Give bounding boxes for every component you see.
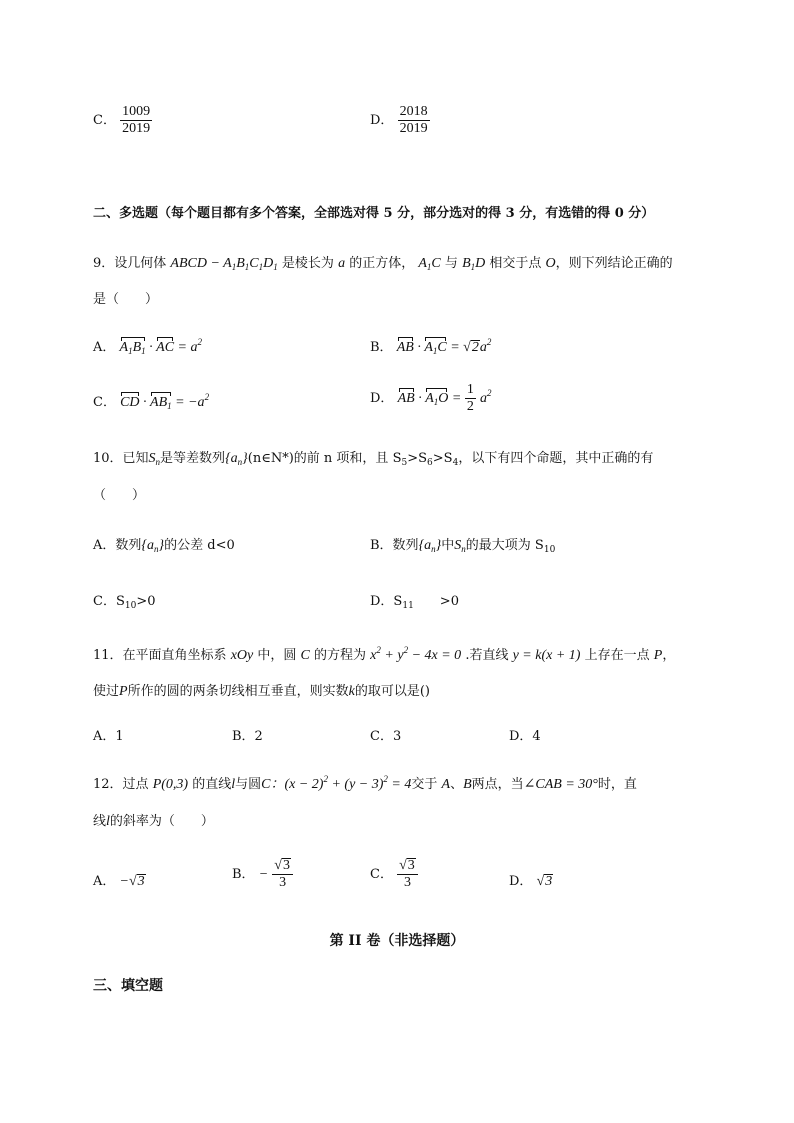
math-expr: $A_1B_1$ · AC = $a^2$ [119, 337, 202, 356]
q9-option-b [370, 336, 491, 356]
math-expr: $\{a_n\}$ [225, 451, 248, 467]
q9-stem-line1 [93, 252, 673, 272]
numerator: 2018 [399, 104, 428, 119]
option-label: D． [370, 391, 394, 406]
q9-option-d [370, 382, 491, 415]
q11-text: 的取可以是() [354, 684, 430, 699]
q10-option-c: C．$S_{10}>0$ [93, 594, 156, 611]
q11-stem-line2 [93, 680, 430, 700]
math-expr: B [463, 777, 472, 792]
q10-option-a [93, 534, 235, 554]
math-expr: C [300, 648, 310, 663]
q10-text: D．S [370, 594, 403, 609]
q9-text: ，则下列结论正确的 [555, 256, 673, 271]
option-label: D． [509, 874, 533, 889]
math-expr: CD · $AB_1 = -a^2$ [120, 392, 210, 411]
q12-text: 12．过点 [93, 777, 149, 792]
math-expr: $a^2$ [479, 388, 492, 406]
math-expr: xOy [230, 648, 254, 663]
option-label: C． [370, 867, 393, 882]
q10-text: 中 [441, 538, 455, 553]
fraction: $\frac{√3}{3}$ [397, 858, 418, 891]
q11-stem-line1: 11．在平面直角坐标系 xOy 中，圆 C 的方程为 $x^2 + y^2 - 4x = 0$ .若直线 y = k(x + 1) 上存在一点 P， [93, 645, 676, 663]
math-expr: $A_1C$ [418, 256, 441, 272]
denominator: 2019 [122, 121, 151, 136]
q10-text: B．数列 [370, 538, 419, 553]
math-expr: l [231, 777, 236, 792]
math-expr: ∠CAB = 30° [523, 777, 598, 792]
q9-text: 与 [444, 256, 458, 271]
q9-option-c [93, 391, 209, 411]
fraction [398, 104, 430, 137]
section-heading-multiple-choice: 二、多选题（每个题目都有多个答案，全部选对得 5 分，部分选对的得 3 分，有选错的得 0 分） [93, 206, 655, 221]
q11-text: 11．在平面直角坐标系 [93, 648, 227, 663]
q12-option-c [370, 858, 418, 891]
q11-option-d: D．4 [509, 729, 541, 744]
math-expr: k [348, 684, 355, 699]
q11-option-a: A．1 [93, 729, 124, 744]
q9-text: 是棱长为 [281, 256, 334, 271]
math-expr: −√3 [119, 874, 145, 889]
option-label: C． [93, 395, 116, 410]
fraction [120, 104, 152, 137]
option-label: D． [370, 113, 394, 128]
math-expr: $S_n$ [148, 451, 161, 467]
math-expr: AB · $A_1C = √2a^2$ [396, 337, 492, 356]
math-expr: − [258, 867, 269, 882]
q12-text: 与圆 [235, 777, 262, 792]
math-expr: $\{a_n\}$ [141, 538, 165, 554]
math-expr: P(0,3) [152, 777, 189, 792]
math-expr: C：$(x - 2)^2 + (y - 3)^2 = 4$ [261, 774, 412, 792]
q10-text: 的公差 d<0 [164, 538, 235, 553]
math-expr: AB · $A_1O$ = [397, 391, 465, 407]
q11-text: .若直线 [465, 648, 509, 663]
q12-option-a [93, 870, 146, 890]
q11-option-c: C．3 [370, 729, 402, 744]
q10-text: 10．已知 [93, 451, 149, 466]
option-label: C． [93, 113, 116, 128]
math-expr: O [545, 256, 556, 271]
q12-stem-line2 [93, 810, 214, 830]
q9-stem-line2: 是（ ） [93, 292, 159, 307]
math-expr: $B_1D$ [462, 256, 486, 272]
q12-text: 的直线 [192, 777, 232, 792]
math-expr: $\{a_n\}$ [418, 538, 442, 554]
q12-text: 交于 [411, 777, 438, 792]
q10-text: >0 [136, 594, 156, 609]
fraction: $\frac{1}{2}$ [466, 382, 474, 414]
math-expr: l [106, 814, 110, 829]
option-label: B． [370, 340, 393, 355]
math-expr: a [338, 256, 346, 271]
q12-text: 线 [93, 814, 107, 829]
fraction: $\frac{√3}{3}$ [272, 858, 293, 891]
denominator: 2019 [399, 121, 428, 136]
option-label: B． [232, 867, 255, 882]
q10-text: (n∈N*)的前 n 项和，且 S [247, 451, 402, 466]
q11-text: 中，圆 [257, 648, 297, 663]
math-expr: P [119, 684, 128, 699]
math-expr: P [653, 648, 663, 663]
q12-stem-line1 [93, 773, 637, 793]
q12-text: 的斜率为（ ） [109, 814, 214, 829]
math-expr: ABCD − $A_1B_1C_1D_1$ [170, 256, 278, 272]
q10-option-d: D．$S_{11}$ >0 [370, 594, 459, 611]
q9-text: 9．设几何体 [93, 256, 167, 271]
math-expr: y = k(x + 1) [512, 648, 581, 663]
q12-text: 时，直 [597, 777, 637, 792]
q12-option-d [509, 870, 553, 890]
math-expr: √3 [536, 874, 553, 889]
q8-option-c [93, 104, 152, 137]
q10-option-b: B．数列$\{a_n\}$中$S_n$的最大项为 $S_{10}$ [370, 538, 556, 555]
q10-text: 是等差数列 [160, 451, 226, 466]
q8-option-d [370, 104, 430, 137]
q10-stem-line2: （ ） [93, 488, 146, 503]
math-expr: $S_n$ [454, 538, 466, 554]
q12-text: 、 [450, 777, 464, 792]
q10-text: ，以下有四个命题，其中正确的有 [458, 451, 654, 466]
q9-text: 相交于点 [489, 256, 542, 271]
q10-text: 的最大项为 S [465, 538, 544, 553]
section-heading-fill-in: 三、填空题 [93, 978, 163, 994]
q11-text: 使过 [93, 684, 120, 699]
q11-text: 所作的圆的两条切线相互垂直，则实数 [127, 684, 349, 699]
q12-option-b [232, 858, 293, 891]
q11-text: 的方程为 [314, 648, 367, 663]
q9-text: 的正方体， [349, 256, 415, 271]
math-expr: $x^2 + y^2 - 4x = 0$ [370, 645, 462, 663]
q11-option-b: B．2 [232, 729, 263, 744]
part-ii-title: 第 II 卷（非选择题） [329, 933, 465, 949]
q9-option-a [93, 336, 202, 356]
numerator: 1009 [122, 104, 151, 119]
option-label: A． [93, 340, 116, 355]
math-expr: A [441, 777, 451, 792]
q10-stem-line1: 10．已知$S_n$是等差数列$\{a_n\}(n\in N*)$的前 n 项和，且 $S_5>S_6>S_4$，以下有四个命题，其中正确的有 [93, 451, 654, 468]
q10-text: C．S [93, 594, 125, 609]
q12-text: 两点，当 [471, 777, 524, 792]
q11-text: 上存在一点 [584, 648, 650, 663]
q10-text: >0 [439, 594, 459, 609]
option-label: A． [93, 874, 116, 889]
q10-text: A．数列 [93, 538, 142, 553]
